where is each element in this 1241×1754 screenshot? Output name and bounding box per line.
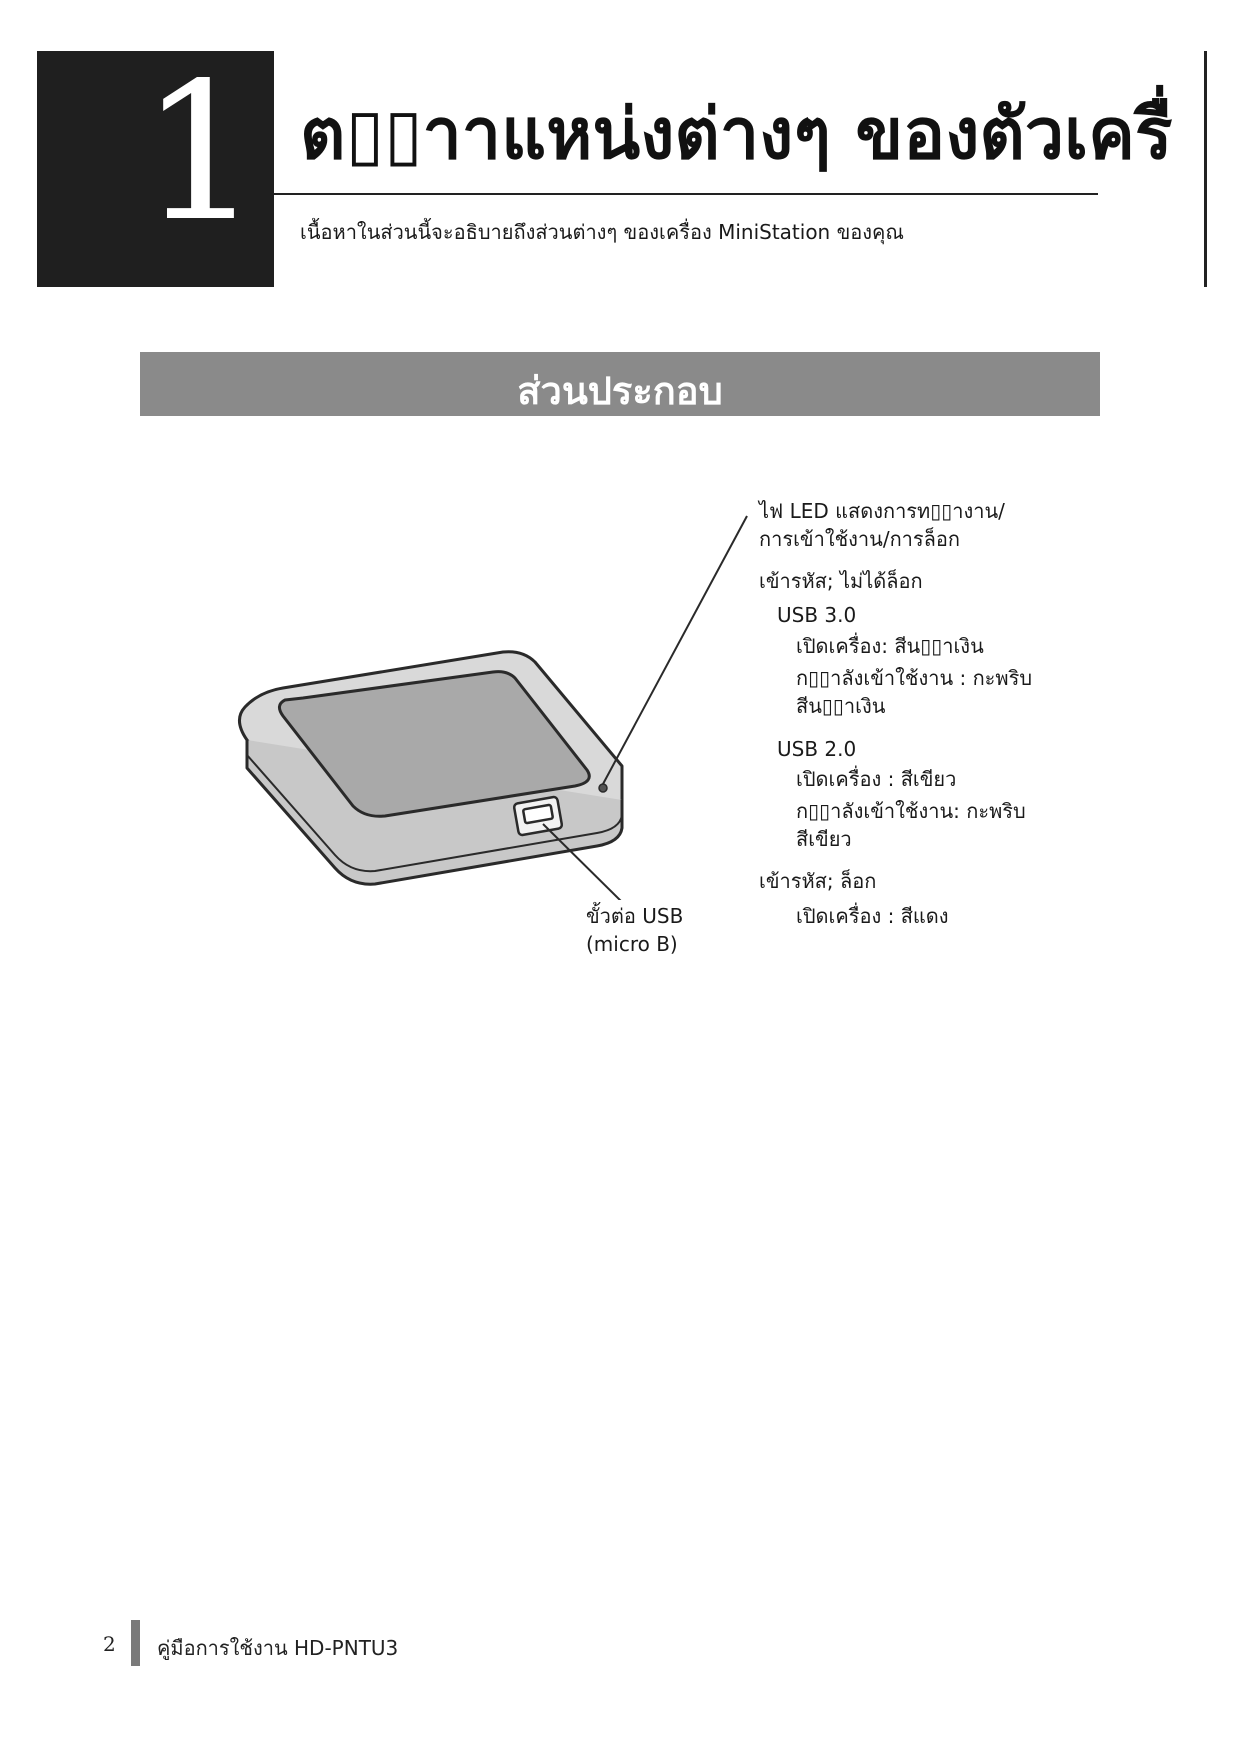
page-number: 2 (103, 1632, 116, 1656)
title-divider (274, 193, 1098, 195)
manual-title: คู่มือการใช้งาน HD-PNTU3 (157, 1636, 399, 1660)
chapter-title: ต▯▯าาแหน่งต่างๆ ของตัวเครื่ (300, 93, 1173, 175)
usb30-accessing-line2: สีน▯▯าเงิน (796, 694, 886, 718)
usb20-accessing-line2: สีเขียว (796, 827, 852, 851)
chapter-number: 1 (140, 42, 261, 263)
ministation-device-illustration (225, 500, 765, 900)
device-body (239, 652, 622, 884)
led-indicator (599, 784, 607, 792)
locked-power-on: เปิดเครื่อง : สีแดง (796, 904, 949, 928)
section-banner (140, 352, 1100, 416)
usb-port-label: ขั้วต่อ USB (micro B) (586, 904, 684, 956)
footer-accent-bar (131, 1620, 140, 1666)
usb-port-drawing (514, 796, 563, 835)
usb20-power-on: เปิดเครื่อง : สีเขียว (796, 767, 957, 791)
led-label: ไฟ LED แสดงการท▯▯างาน/ การเข้าใช้งาน/การล็อก (759, 499, 1005, 551)
encrypted-unlocked-label: เข้ารหัส; ไม่ได้ล็อก (759, 569, 923, 593)
usb20-heading: USB 2.0 (777, 737, 857, 761)
led-leader-line (603, 516, 747, 784)
usb30-accessing-line1: ก▯▯าลังเข้าใช้งาน : กะพริบ (796, 666, 1033, 690)
usb20-accessing-line1: ก▯▯าลังเข้าใช้งาน: กะพริบ (796, 799, 1026, 823)
encrypted-locked-label: เข้ารหัส; ล็อก (759, 869, 877, 893)
chapter-description: เนื้อหาในส่วนนี้จะอธิบายถึงส่วนต่างๆ ของเครื่อง MiniStation ของคุณ (300, 220, 904, 244)
right-edge-bar (1204, 51, 1207, 287)
usb30-power-on: เปิดเครื่อง: สีน▯▯าเงิน (796, 634, 984, 658)
section-title: ส่วนประกอบ (517, 369, 723, 413)
usb30-heading: USB 3.0 (777, 603, 857, 627)
